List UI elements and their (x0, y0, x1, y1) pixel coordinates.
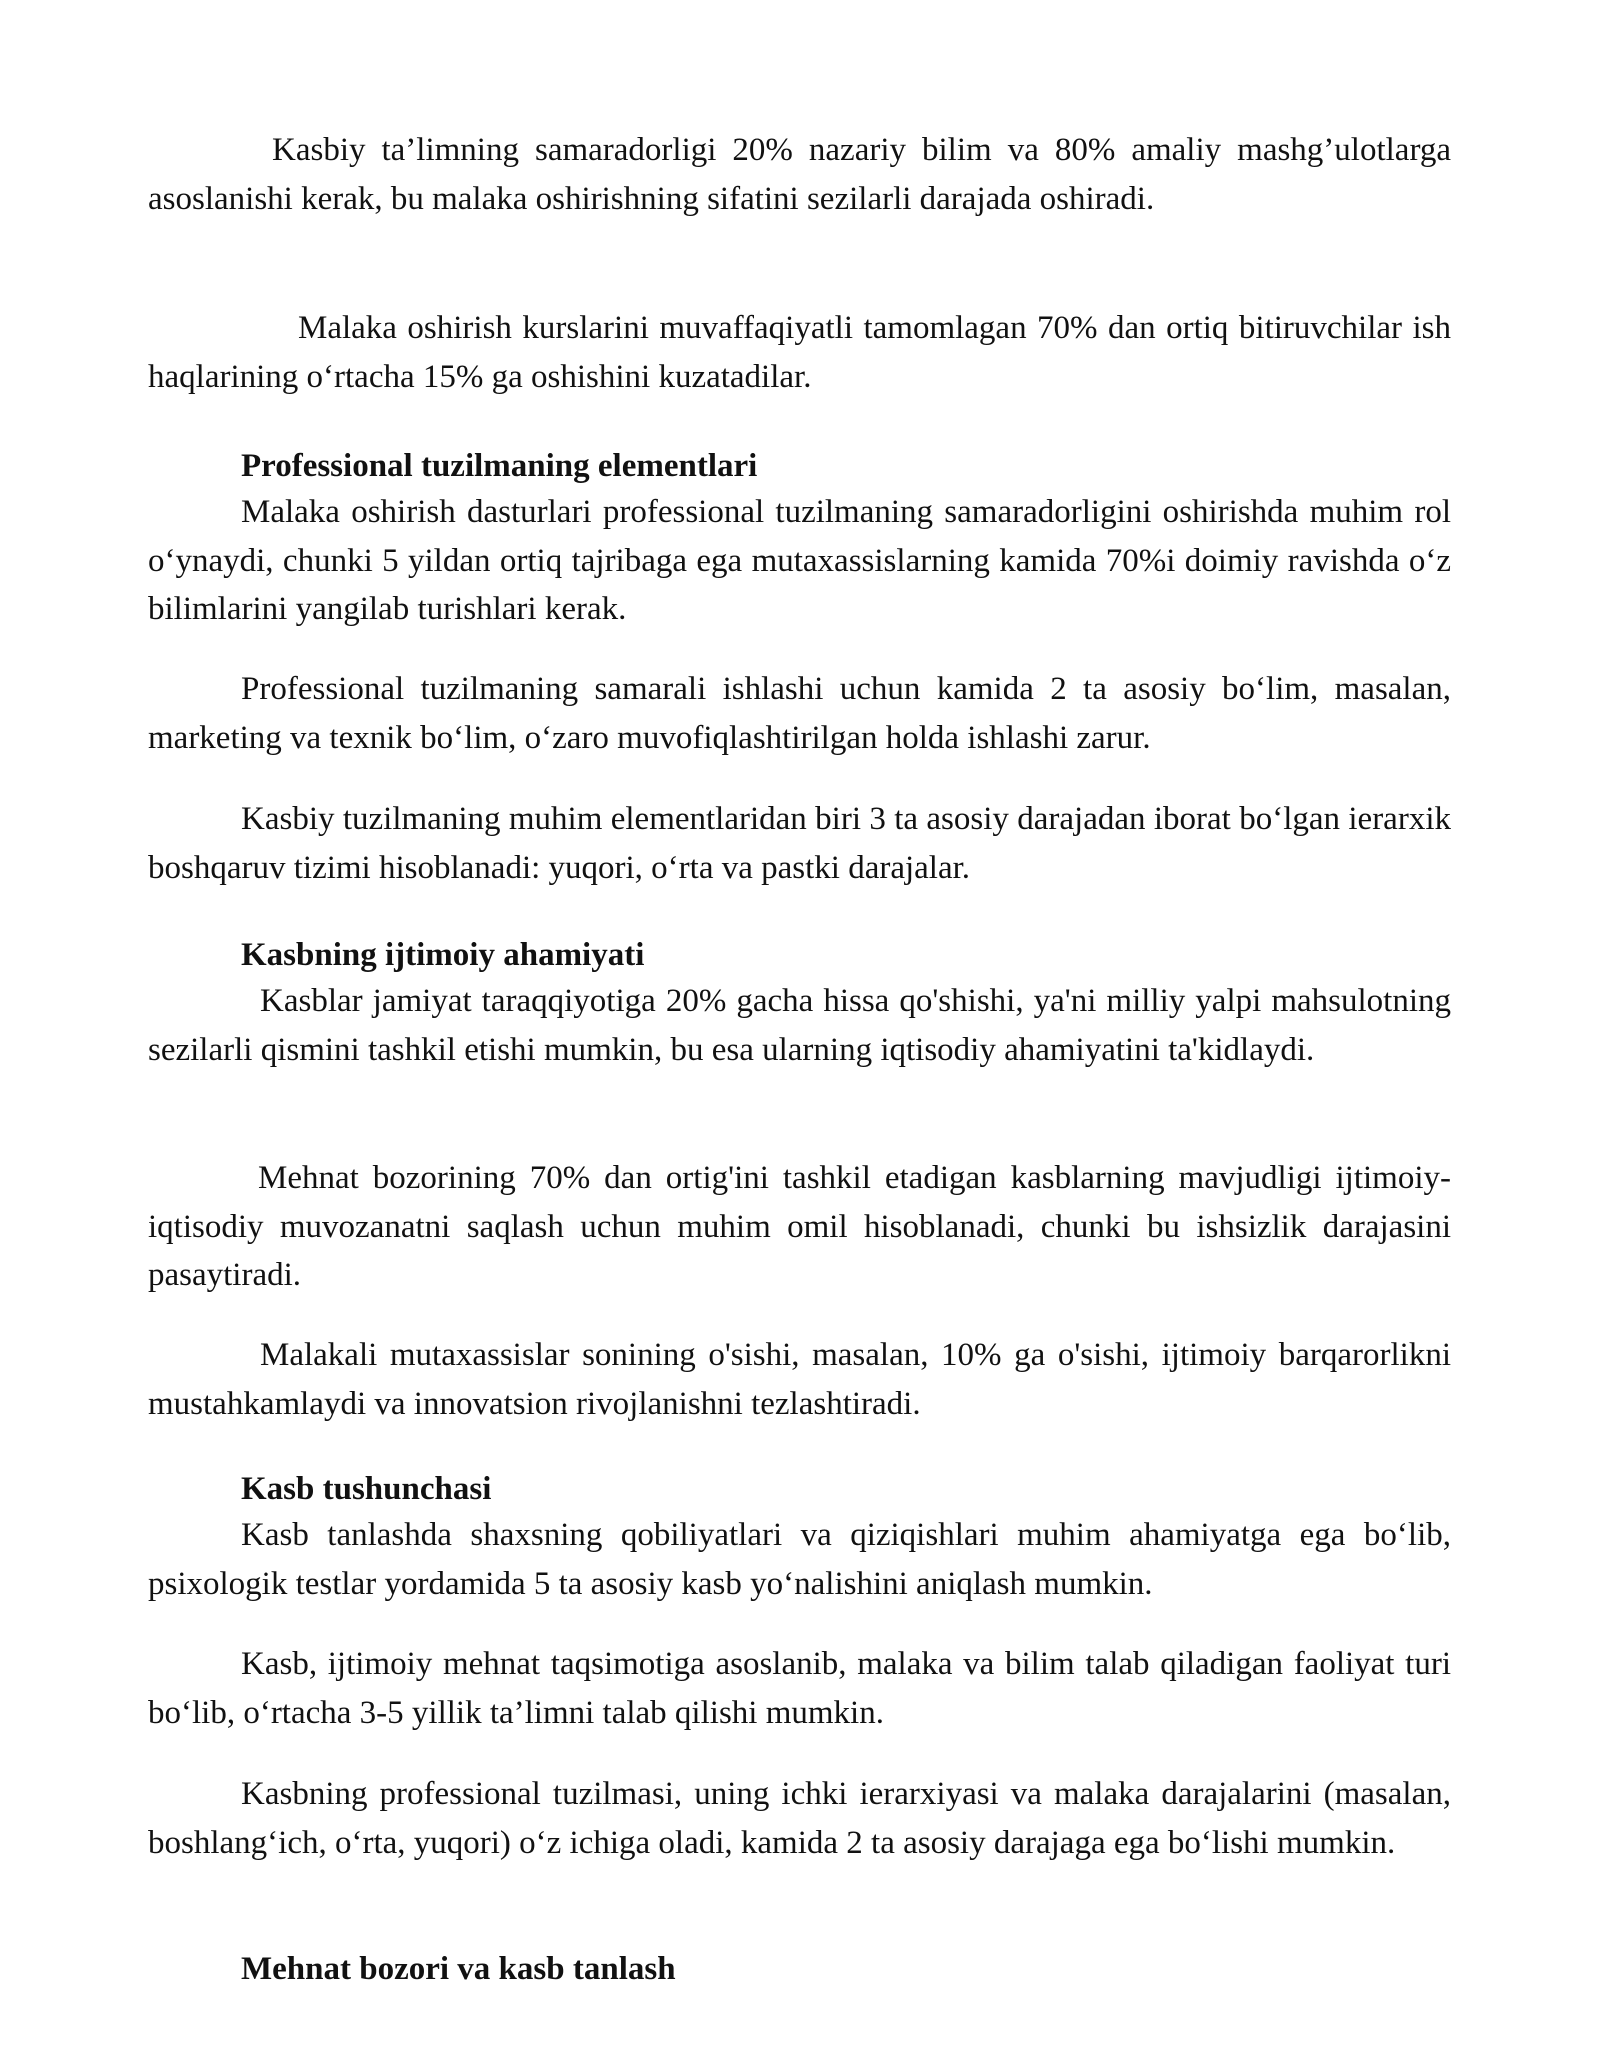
paragraph-text: Malakali mutaxassislar sonining o'sishi, masalan, 10% ga o'sishi, ijtimoiy barqarorlikni mustahkamlaydi va innovatsion rivojlanishni tezlashtiradi. (148, 1337, 1451, 1422)
paragraph-course-graduates (148, 304, 1451, 401)
section-professional-structure (148, 444, 1451, 634)
paragraph-text: Kasb, ijtimoiy mehnat taqsimotiga asoslanib, malaka va bilim talab qiladigan faoliyat turi bo‘lib, o‘rtacha 3-5 yillik ta’limni talab qilishi mumkin. (148, 1646, 1451, 1731)
section-heading: Mehnat bozori va kasb tanlash (241, 1951, 676, 1987)
paragraph-labor-market-share (148, 1154, 1451, 1300)
paragraph-text: Kasblar jamiyat taraqqiyotiga 20% gacha hissa qo'shishi, ya'ni milliy yalpi mahsulotning sezilarli qismini tashkil etishi mumkin, bu esa ularning iqtisodiy ahamiyatini ta'kidlaydi. (148, 983, 1451, 1068)
section-profession-concept (148, 1467, 1451, 1608)
paragraph-text: Kasbning professional tuzilmasi, uning ichki ierarxiyasi va malaka darajalarini (masalan, boshlang‘ich, o‘rta, yuqori) o‘z ichiga oladi, kamida 2 ta asosiy darajaga ega bo‘lishi mumkin. (148, 1776, 1451, 1861)
paragraph-text: Malaka oshirish dasturlari professional tuzilmaning samaradorligini oshirishda muhim rol o‘ynaydi, chunki 5 yildan ortiq tajribaga ega mutaxassislarning kamida 70%i doimiy ravishda o‘z bilimlarini yangilab turishlari kerak. (148, 494, 1451, 627)
paragraph-text: Kasbiy tuzilmaning muhim elementlaridan biri 3 ta asosiy darajadan iborat bo‘lgan ierarxik boshqaruv tizimi hisoblanadi: yuqori, o‘rta va pastki darajalar. (148, 801, 1451, 886)
section-labor-market (148, 1947, 1451, 1991)
paragraph-training-effectiveness (148, 126, 1451, 223)
paragraph-hierarchy (148, 795, 1451, 892)
paragraph-text: Kasbiy ta’limning samaradorligi 20% nazariy bilim va 80% amaliy mashg’ulotlarga asoslanishi kerak, bu malaka oshirishning sifatini sezilarli darajada oshiradi. (148, 132, 1451, 217)
paragraph-labor-division (148, 1640, 1451, 1737)
paragraph-text: Mehnat bozorining 70% dan ortig'ini tashkil etadigan kasblarning mavjudligi ijtimoiy-iqtisodiy muvozanatni saqlash uchun muhim omil hisoblanadi, chunki bu ishsizlik darajasini pasaytiradi. (148, 1160, 1451, 1293)
paragraph-specialist-growth (148, 1331, 1451, 1428)
section-heading: Kasbning ijtimoiy ahamiyati (241, 937, 645, 973)
section-heading: Professional tuzilmaning elementlari (241, 448, 758, 484)
paragraph-professional-levels (148, 1770, 1451, 1867)
section-heading: Kasb tushunchasi (241, 1471, 492, 1507)
paragraph-text: Professional tuzilmaning samarali ishlashi uchun kamida 2 ta asosiy bo‘lim, masalan, marketing va texnik bo‘lim, o‘zaro muvofiqlashtirilgan holda ishlashi zarur. (148, 671, 1451, 756)
paragraph-text: Malaka oshirish kurslarini muvaffaqiyatli tamomlagan 70% dan ortiq bitiruvchilar ish haqlarining o‘rtacha 15% ga oshishini kuzatadilar. (148, 310, 1451, 395)
section-social-importance (148, 933, 1451, 1074)
paragraph-departments (148, 665, 1451, 762)
paragraph-text: Kasb tanlashda shaxsning qobiliyatlari va qiziqishlari muhim ahamiyatga ega bo‘lib, psixologik testlar yordamida 5 ta asosiy kasb yo‘nalishini aniqlash mumkin. (148, 1517, 1451, 1602)
